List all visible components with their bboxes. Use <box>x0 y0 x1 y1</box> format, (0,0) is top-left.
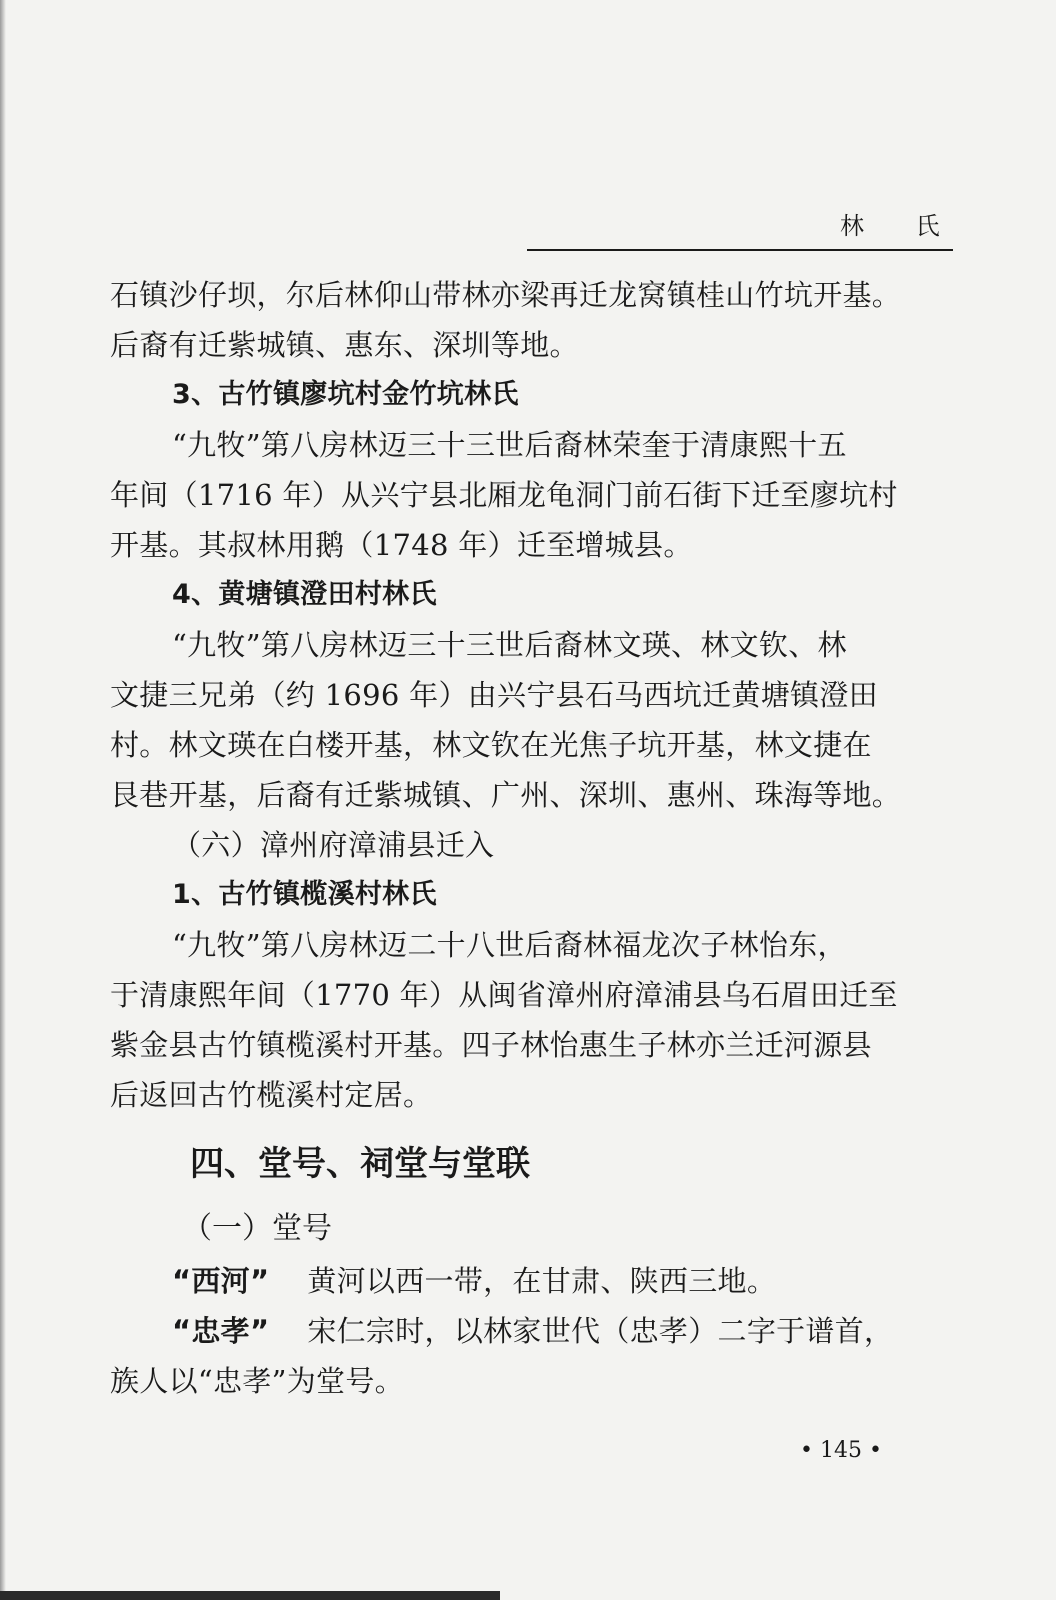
subsection-heading: 4、黄塘镇澄田村林氏 <box>172 579 437 610</box>
text-line: “九牧”第八房林迈二十八世后裔林福龙次子林怡东， <box>172 928 847 962</box>
hall-name-entry <box>110 1256 955 1306</box>
text-line: “九牧”第八房林迈三十三世后裔林文瑛、林文钦、林 <box>172 628 847 662</box>
section-heading: （六）漳州府漳浦县迁入 <box>172 828 495 862</box>
text-line: 于清康熙年间（1770 年）从闽省漳州府漳浦县乌石眉田迁至 <box>110 978 898 1012</box>
hall-name-desc: 宋仁宗时，以林家世代（忠孝）二字于谱首， <box>307 1314 894 1348</box>
scan-edge-bar <box>0 1591 500 1600</box>
text-line: 紫金县古竹镇榄溪村开基。四子林怡惠生子林亦兰迁河源县 <box>110 1028 872 1062</box>
section-heading: （一）堂号 <box>182 1211 332 1246</box>
text-line: 文捷三兄弟（约 1696 年）由兴宁县石马西坑迁黄塘镇澄田 <box>110 678 878 712</box>
text-line: 石镇沙仔坝，尔后林仰山带林亦梁再迁龙窝镇桂山竹坑开基。 <box>110 278 902 312</box>
page-number: • 145 • <box>800 1438 882 1463</box>
text-line: 后返回古竹榄溪村定居。 <box>110 1078 433 1112</box>
text-line: 艮巷开基，后裔有迁紫城镇、广州、深圳、惠州、珠海等地。 <box>110 778 902 812</box>
hall-name-entry <box>110 1306 955 1356</box>
hall-name-term: “西河” <box>172 1264 270 1298</box>
text-line: 开基。其叔林用鹅（1748 年）迁至增城县。 <box>110 528 693 562</box>
body-text <box>110 270 955 1406</box>
hall-name-term: “忠孝” <box>172 1314 270 1348</box>
header-rule <box>527 249 953 251</box>
subsection-heading: 1、古竹镇榄溪村林氏 <box>172 879 437 910</box>
chapter-heading: 四、堂号、祠堂与堂联 <box>190 1144 530 1184</box>
running-header: 林 氏 <box>840 212 962 240</box>
text-line: 年间（1716 年）从兴宁县北厢龙龟洞门前石街下迁至廖坑村 <box>110 478 898 512</box>
subsection-heading: 3、古竹镇廖坑村金竹坑林氏 <box>172 379 519 410</box>
text-line: “九牧”第八房林迈三十三世后裔林荣奎于清康熙十五 <box>172 428 847 462</box>
text-line: 村。林文瑛在白楼开基，林文钦在光焦子坑开基，林文捷在 <box>110 728 872 762</box>
page-edge-shadow <box>0 0 6 1600</box>
text-line: 后裔有迁紫城镇、惠东、深圳等地。 <box>110 328 579 362</box>
hall-name-desc: 黄河以西一带，在甘肃、陕西三地。 <box>307 1264 777 1298</box>
text-line: 族人以“忠孝”为堂号。 <box>110 1364 404 1398</box>
